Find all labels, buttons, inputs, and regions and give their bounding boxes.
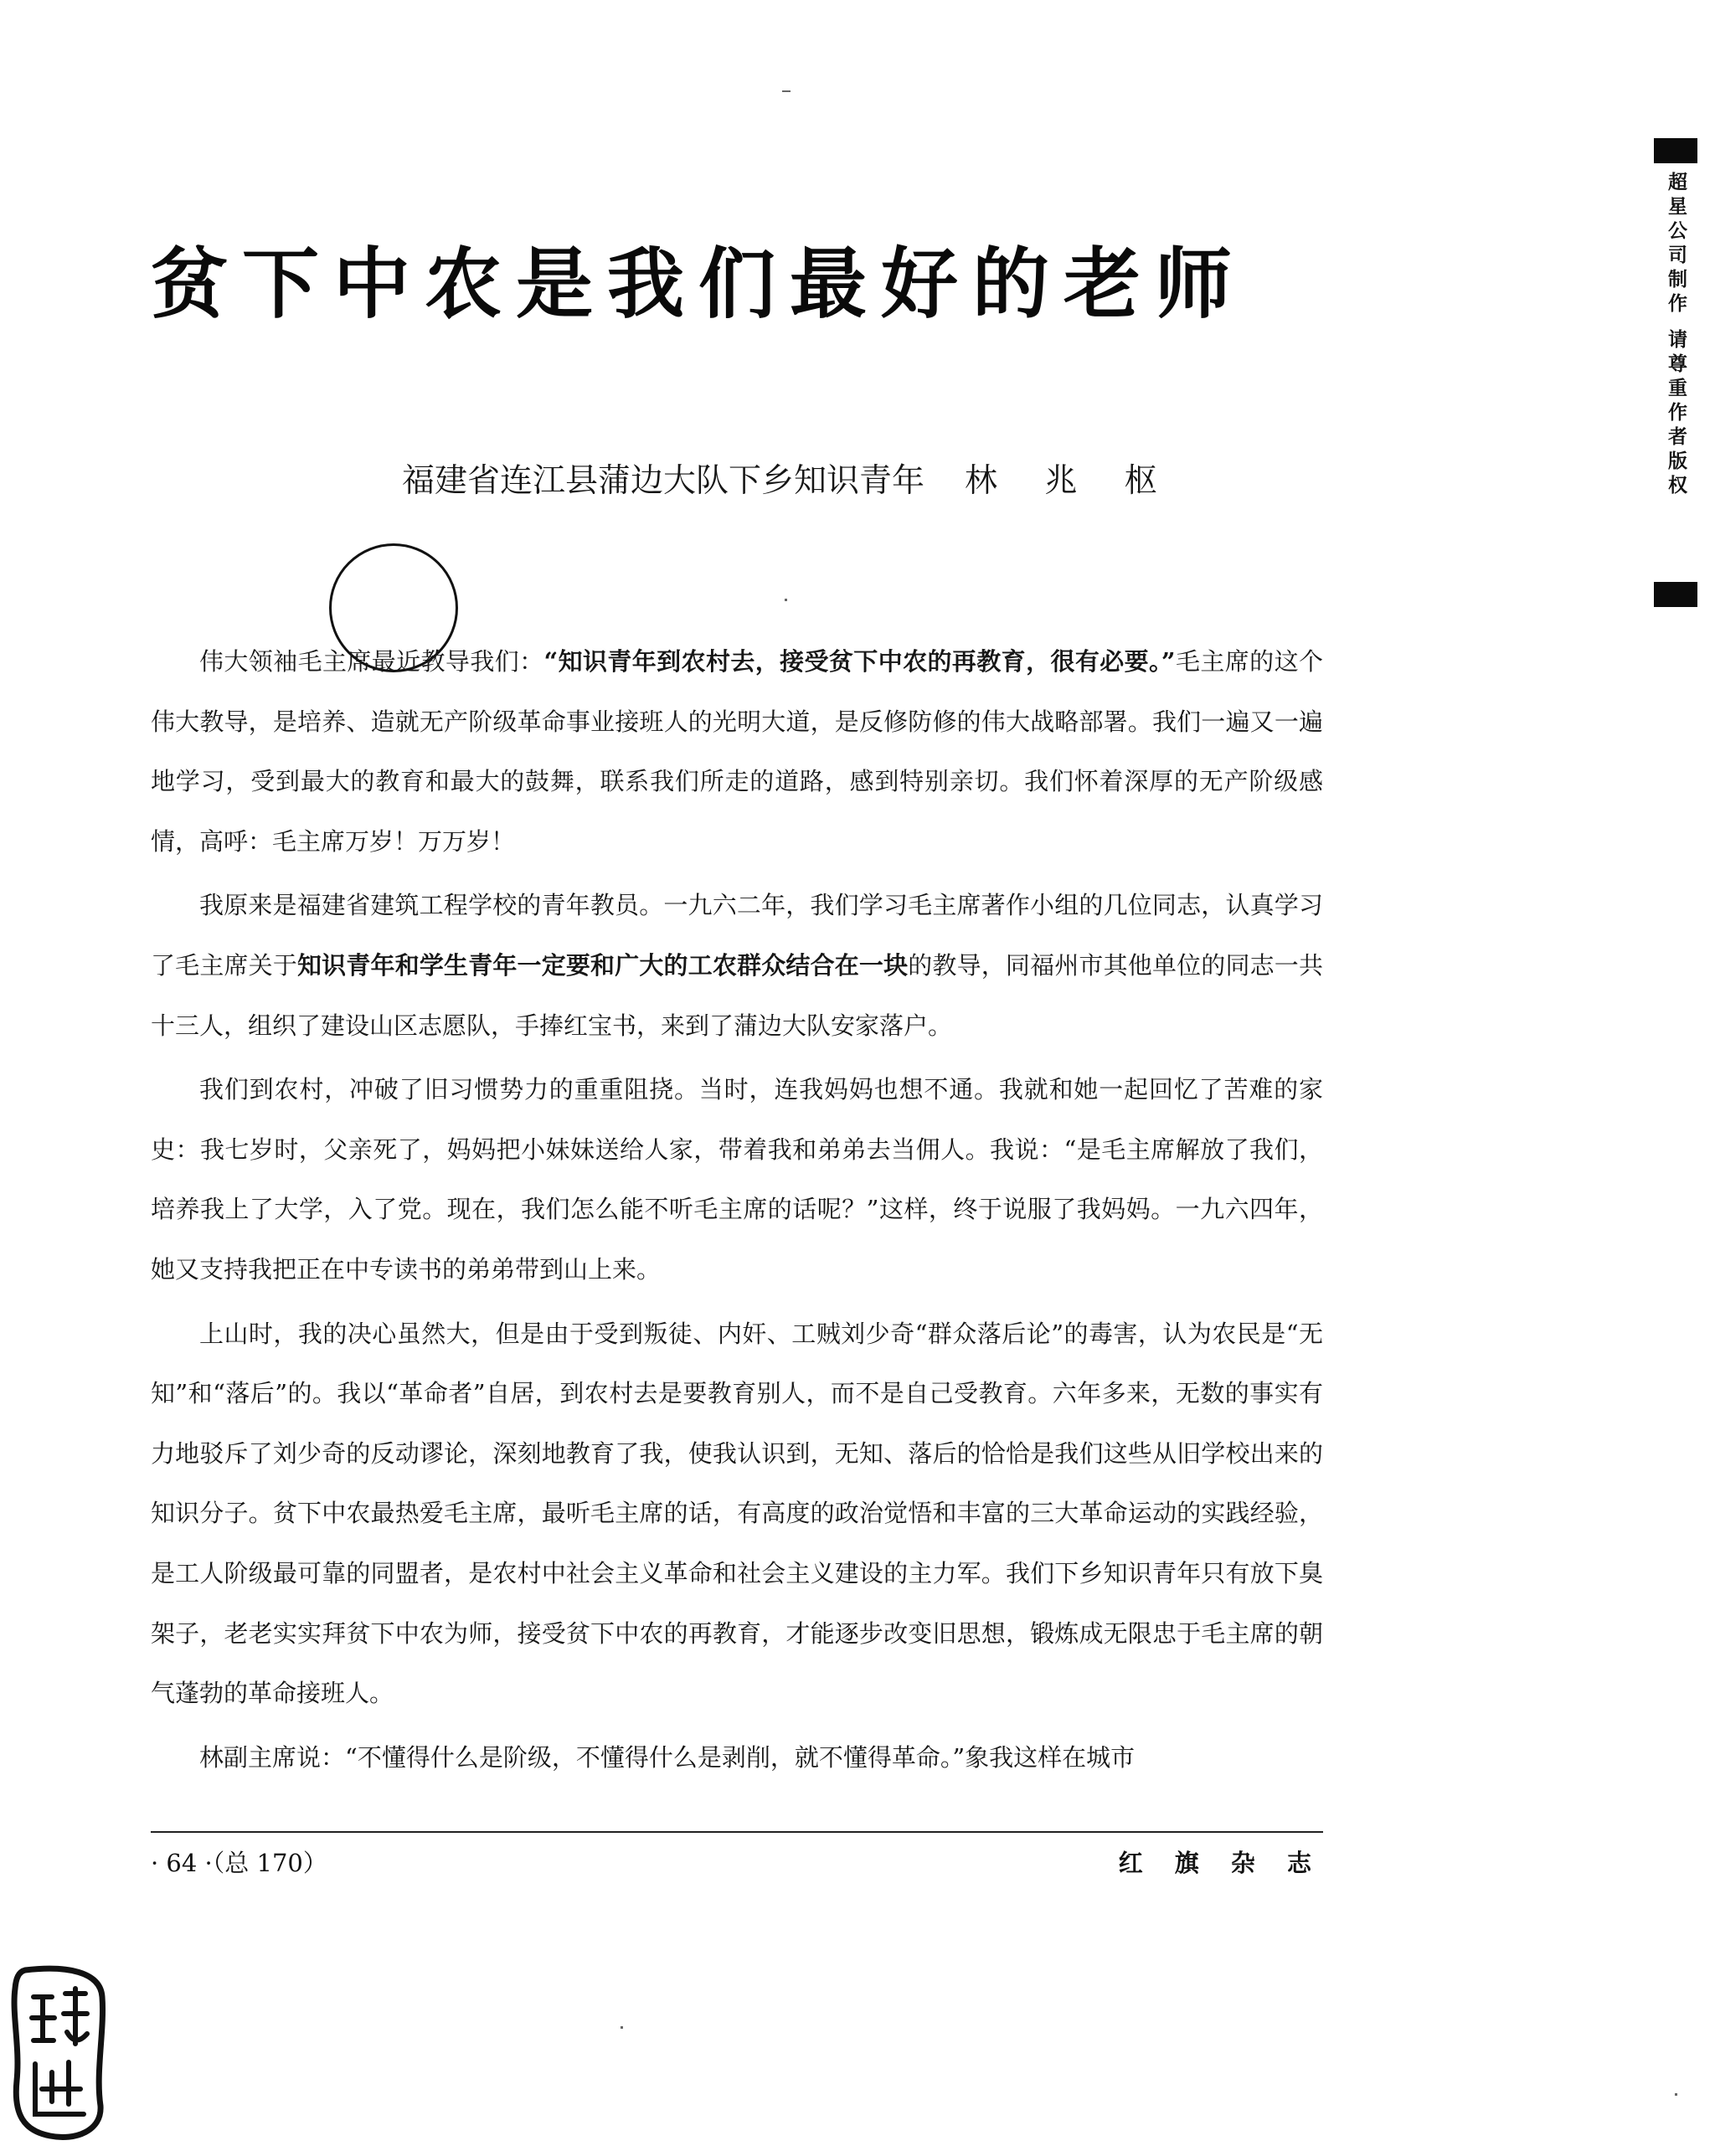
paragraph-text: 的教导，同福州市其他单位的同志一共十三人，组织了建设山区志愿队，手捧红宝书，来到了蒲边大队安家落户。 bbox=[151, 950, 1323, 1040]
scan-speck bbox=[782, 90, 791, 92]
page-number: · 64 ·（总 170） bbox=[151, 1849, 327, 1877]
paragraph-5: 林副主席说：“不懂得什么是阶级，不懂得什么是剥削，就不懂得革命。”象我这样在城市 bbox=[199, 1742, 1136, 1772]
footer-rule bbox=[151, 1831, 1323, 1833]
quotation-emphasis: 知识青年和学生青年一定要和广大的工农群众结合在一块 bbox=[297, 950, 909, 980]
scan-speck bbox=[785, 599, 787, 601]
quotation-emphasis: “知识青年到农村去，接受贫下中农的再教育，很有必要。” bbox=[543, 647, 1176, 676]
byline-author: 林 兆 枢 bbox=[965, 462, 1176, 500]
paragraph-text: 我原来是福建省建筑工程学校的青年教员。一九六二年，我们学习毛主席著作小组的几位同志，认真学习了毛主席关于 bbox=[151, 891, 1323, 980]
journal-name: 红 旗 杂 志 bbox=[1118, 1849, 1323, 1877]
byline bbox=[402, 456, 1176, 507]
byline-affiliation: 福建省连江县蒲边大队下乡知识青年 bbox=[402, 462, 925, 500]
library-seal-stamp bbox=[8, 1963, 109, 2143]
paragraph-1 bbox=[151, 632, 1323, 872]
paragraph-4: 上山时，我的决心虽然大，但是由于受到叛徒、内奸、工贼刘少奇“群众落后论”的毒害，认为农民是“无知”和“落后”的。我以“革命者”自居，到农村去是要教育别人，而不是自己受教育。六年多来，无数的事实有力地驳斥了刘少奇的反动谬论，深刻地教育了我，使我认识到，无知、落后的恰恰是我们这些从旧学校出来的知识分子。贫下中农最热爱毛主席，最听毛主席的话，有高度的政治觉悟和丰富的三大革命运动的实践经验，是工人阶级最可靠的同盟者，是农村中社会主义革命和社会主义建设的主力军。我们下乡知识青年只有放下臭架子，老老实实拜贫下中农为师，接受贫下中农的再教育，才能逐步改变旧思想，锻炼成无限忠于毛主席的朝气蓬勃的革命接班人。 bbox=[151, 1319, 1323, 1708]
copyright-side-strip bbox=[1654, 138, 1702, 607]
strip-bar-top bbox=[1654, 138, 1697, 163]
copyright-notice: 超星公司制作 请尊重作者版权 bbox=[1665, 172, 1687, 500]
paragraph-3: 我们到农村，冲破了旧习惯势力的重重阻挠。当时，连我妈妈也想不通。我就和她一起回忆了苦难的家史：我七岁时，父亲死了，妈妈把小妹妹送给人家，带着我和弟弟去当佣人。我说：“是毛主席解放了我们，培养我上了大学，入了党。现在，我们怎么能不听毛主席的话呢？”这样，终于说服了我妈妈。一九六四年，她又支持我把正在中专读书的弟弟带到山上来。 bbox=[151, 1075, 1323, 1284]
scan-speck bbox=[1675, 2093, 1677, 2096]
scan-speck bbox=[621, 2026, 623, 2029]
article-title: 贫下中农是我们最好的老师 bbox=[151, 239, 1247, 329]
paragraph-text: 伟大领袖毛主席最近教导我们： bbox=[199, 647, 544, 676]
article-body bbox=[151, 632, 1323, 1792]
strip-bar-bottom bbox=[1654, 582, 1697, 607]
paragraph-text: 毛主席的这个伟大教导，是培养、造就无产阶级革命事业接班人的光明大道，是反修防修的伟大战略部署。我们一遍又一遍地学习，受到最大的教育和最大的鼓舞，联系我们所走的道路，感到特别亲切。我们怀着深厚的无产阶级感情，高呼：毛主席万岁！万万岁！ bbox=[151, 647, 1323, 856]
paragraph-2 bbox=[151, 876, 1323, 1056]
